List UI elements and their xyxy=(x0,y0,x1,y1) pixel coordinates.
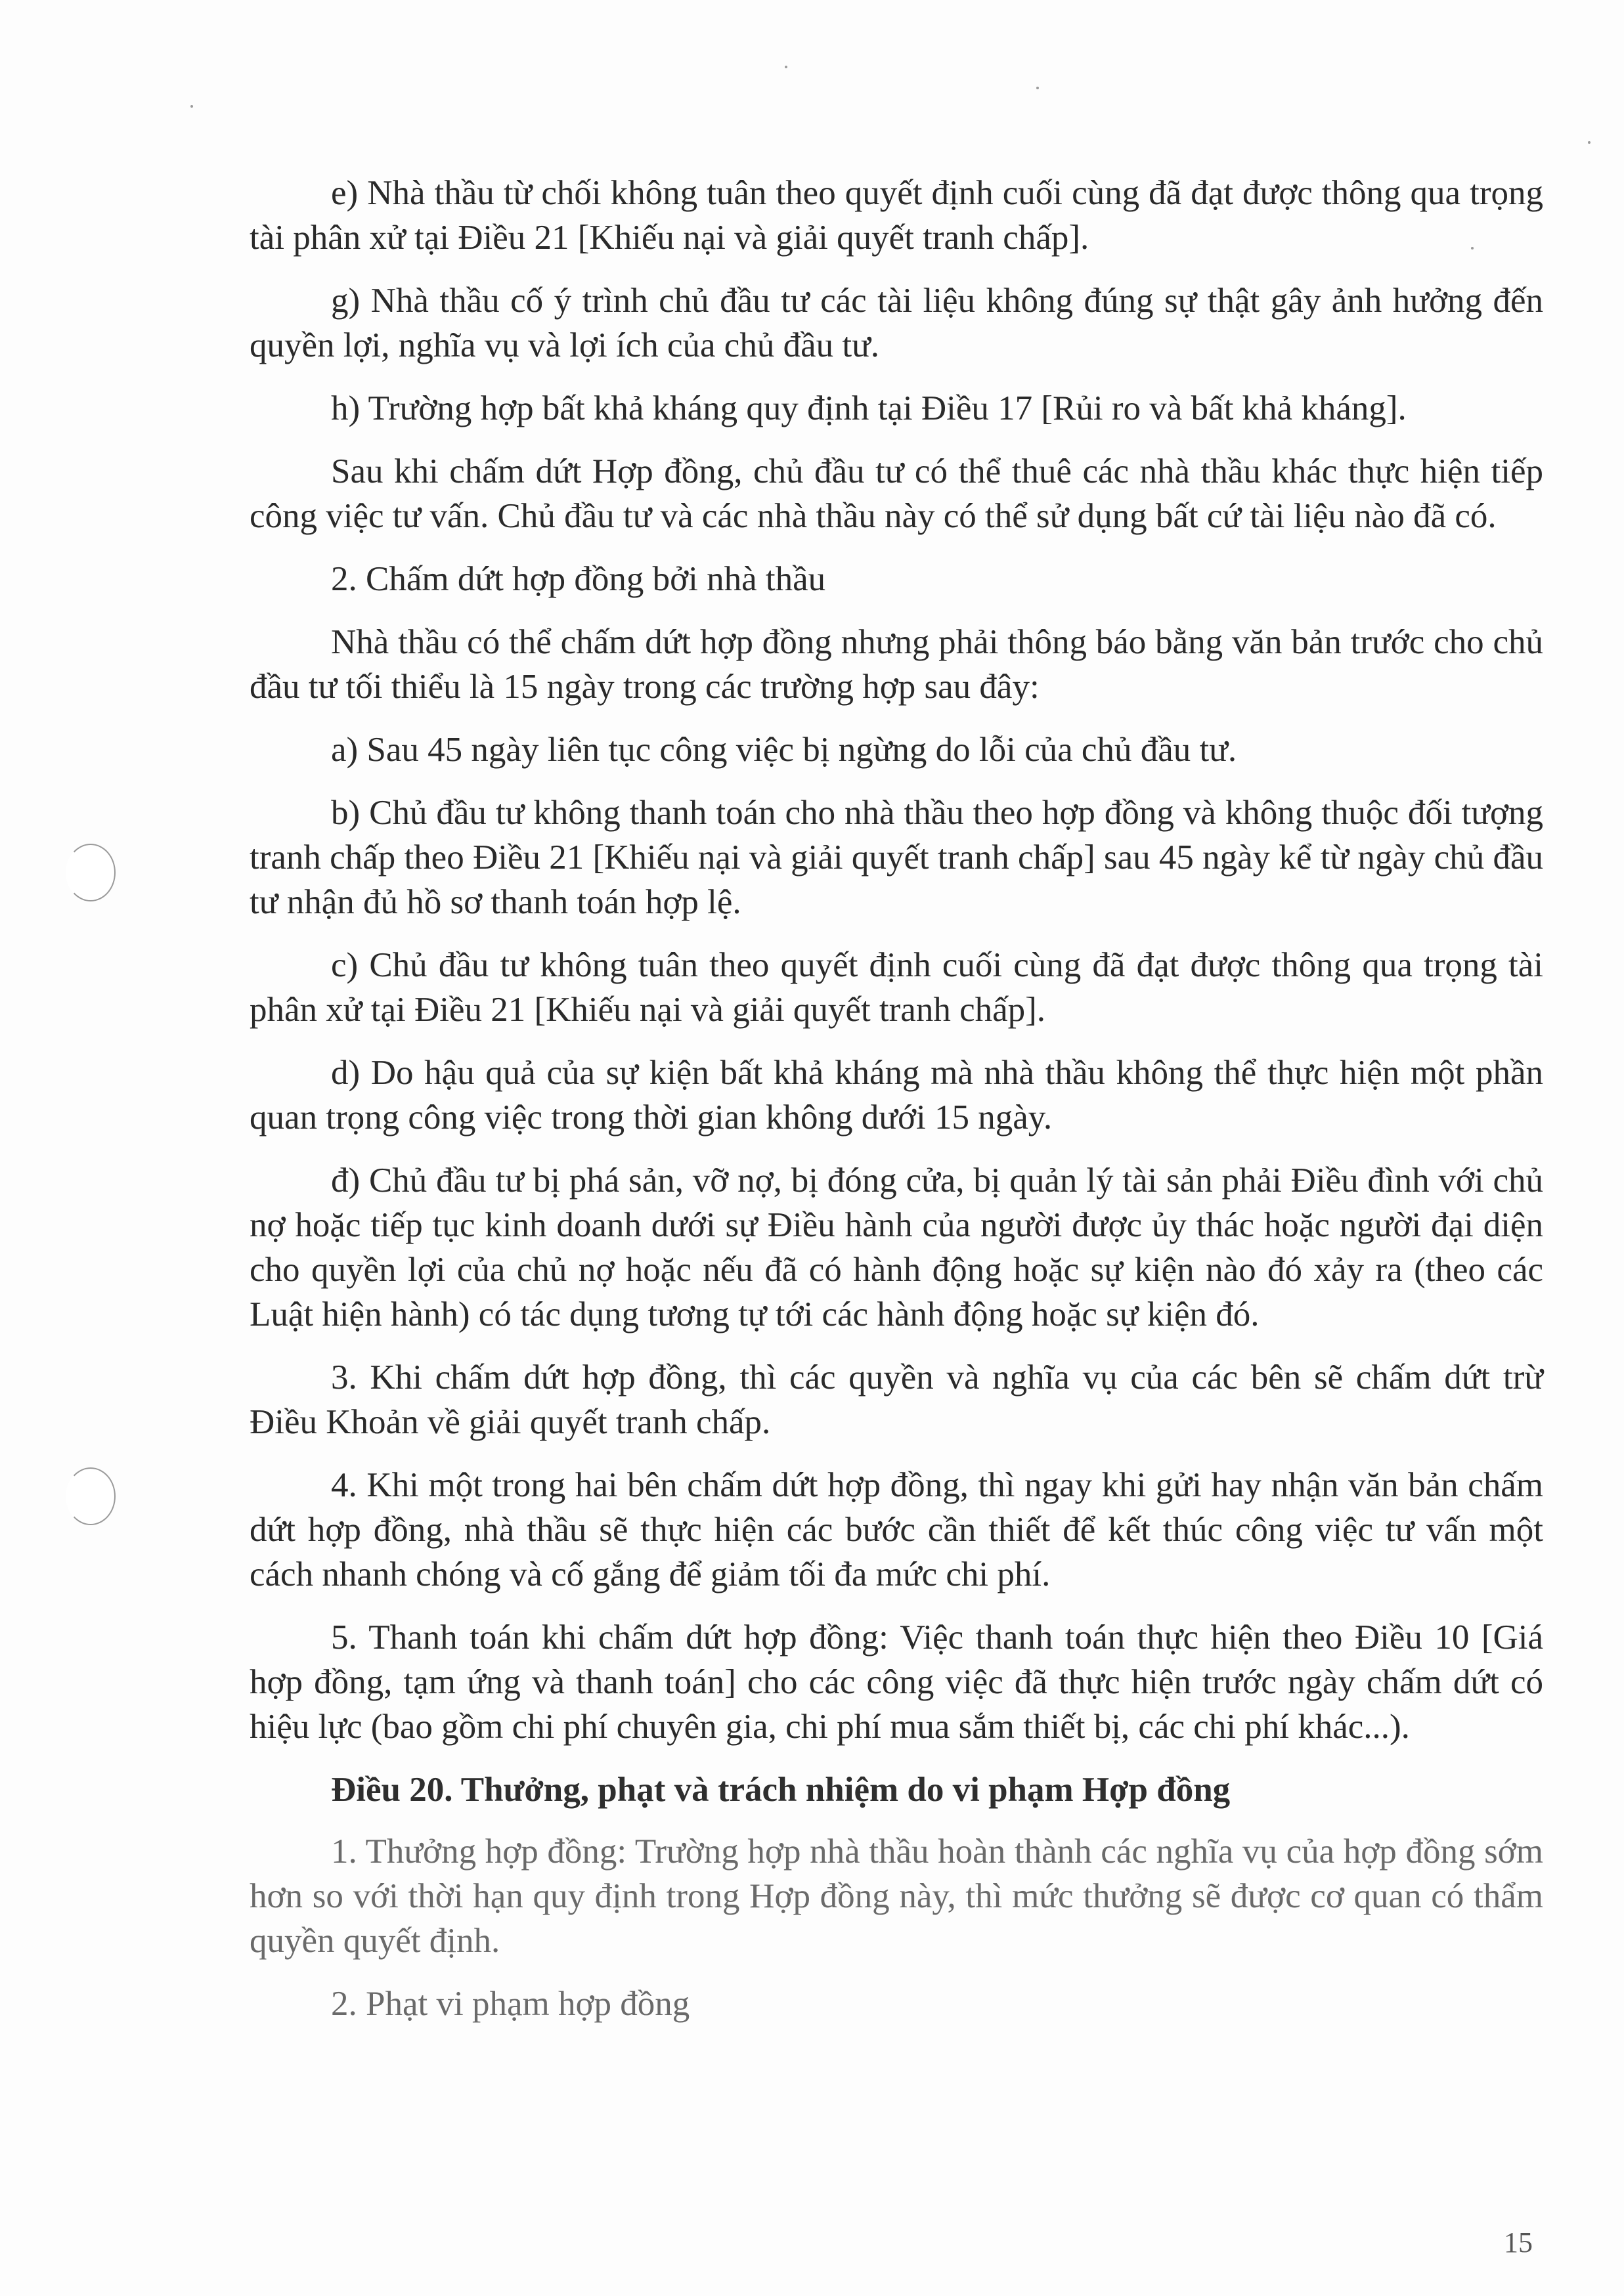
clause-5: 5. Thanh toán khi chấm dứt hợp đồng: Việc thanh toán thực hiện theo Điều 10 [Giá hợp đồng, tạm ứng và thanh toán] cho các công việc đã thực hiện trước ngày chấm dứt có hiệu lực (bao gồm chi phí chuyên gia, chi phí mua sắm thiết bị, các chi phí khác...). xyxy=(250,1618,1543,1746)
article-20-clause-1: 1. Thưởng hợp đồng: Trường hợp nhà thầu hoàn thành các nghĩa vụ của hợp đồng sớm hơn so với thời hạn quy định trong Hợp đồng này, thì mức thưởng sẽ được cơ quan có thẩm quyền quyết định. xyxy=(250,1832,1543,1960)
scan-speck xyxy=(1036,87,1039,89)
paragraph-after-termination: Sau khi chấm dứt Hợp đồng, chủ đầu tư có thể thuê các nhà thầu khác thực hiện tiếp công việc tư vấn. Chủ đầu tư và các nhà thầu này có thể sử dụng bất cứ tài liệu nào đã có. xyxy=(250,452,1543,535)
punch-hole xyxy=(66,844,116,901)
clause-3: 3. Khi chấm dứt hợp đồng, thì các quyền và nghĩa vụ của các bên sẽ chấm dứt trừ Điều Khoản về giải quyết tranh chấp. xyxy=(250,1358,1543,1441)
paragraph-e: e) Nhà thầu từ chối không tuân theo quyết định cuối cùng đã đạt được thông qua trọng tài phân xử tại Điều 21 [Khiếu nại và giải quyết tranh chấp]. xyxy=(250,174,1543,257)
article-20-clause-2: 2. Phạt vi phạm hợp đồng xyxy=(331,1985,690,2023)
clause-4: 4. Khi một trong hai bên chấm dứt hợp đồng, thì ngay khi gửi hay nhận văn bản chấm dứt hợp đồng, nhà thầu sẽ thực hiện các bước cần thiết để kết thúc công việc tư vấn một cách nhanh chóng và cố gắng để giảm tối đa mức chi phí. xyxy=(250,1466,1543,1593)
scan-speck xyxy=(785,66,787,68)
clause-2-item-b: b) Chủ đầu tư không thanh toán cho nhà thầu theo hợp đồng và không thuộc đối tượng tranh chấp theo Điều 21 [Khiếu nại và giải quyết tranh chấp] sau 45 ngày kể từ ngày chủ đầu tư nhận đủ hồ sơ thanh toán hợp lệ. xyxy=(250,794,1543,921)
document-body xyxy=(250,171,1543,2045)
paragraph-h: h) Trường hợp bất khả kháng quy định tại Điều 17 [Rủi ro và bất khả kháng]. xyxy=(331,389,1407,427)
clause-2-item-a: a) Sau 45 ngày liên tục công việc bị ngừng do lỗi của chủ đầu tư. xyxy=(331,731,1237,769)
clause-2-item-c: c) Chủ đầu tư không tuân theo quyết định cuối cùng đã đạt được thông qua trọng tài phân xử tại Điều 21 [Khiếu nại và giải quyết tranh chấp]. xyxy=(250,946,1543,1029)
scan-speck xyxy=(1588,141,1591,144)
punch-hole xyxy=(66,1467,116,1525)
page-number: 15 xyxy=(1504,2226,1533,2259)
article-20-heading: Điều 20. Thưởng, phạt và trách nhiệm do vi phạm Hợp đồng xyxy=(331,1771,1231,1809)
paragraph-g: g) Nhà thầu cố ý trình chủ đầu tư các tài liệu không đúng sự thật gây ảnh hưởng đến quyền lợi, nghĩa vụ và lợi ích của chủ đầu tư. xyxy=(250,282,1543,364)
clause-2-title: 2. Chấm dứt hợp đồng bởi nhà thầu xyxy=(331,560,826,598)
clause-2-item-dd: đ) Chủ đầu tư bị phá sản, vỡ nợ, bị đóng cửa, bị quản lý tài sản phải Điều đình với chủ nợ hoặc tiếp tục kinh doanh dưới sự Điều hành của người được ủy thác hoặc người đại diện cho quyền lợi của chủ nợ hoặc nếu đã có hành động hoặc sự kiện nào đó xảy ra (theo các Luật hiện hành) có tác dụng tương tự tới các hành động hoặc sự kiện đó. xyxy=(250,1161,1543,1333)
clause-2-intro: Nhà thầu có thể chấm dứt hợp đồng nhưng phải thông báo bằng văn bản trước cho chủ đầu tư tối thiểu là 15 ngày trong các trường hợp sau đây: xyxy=(250,623,1543,706)
scan-speck xyxy=(190,105,193,108)
clause-2-item-d: d) Do hậu quả của sự kiện bất khả kháng mà nhà thầu không thể thực hiện một phần quan trọng công việc trong thời gian không dưới 15 ngày. xyxy=(250,1054,1543,1137)
